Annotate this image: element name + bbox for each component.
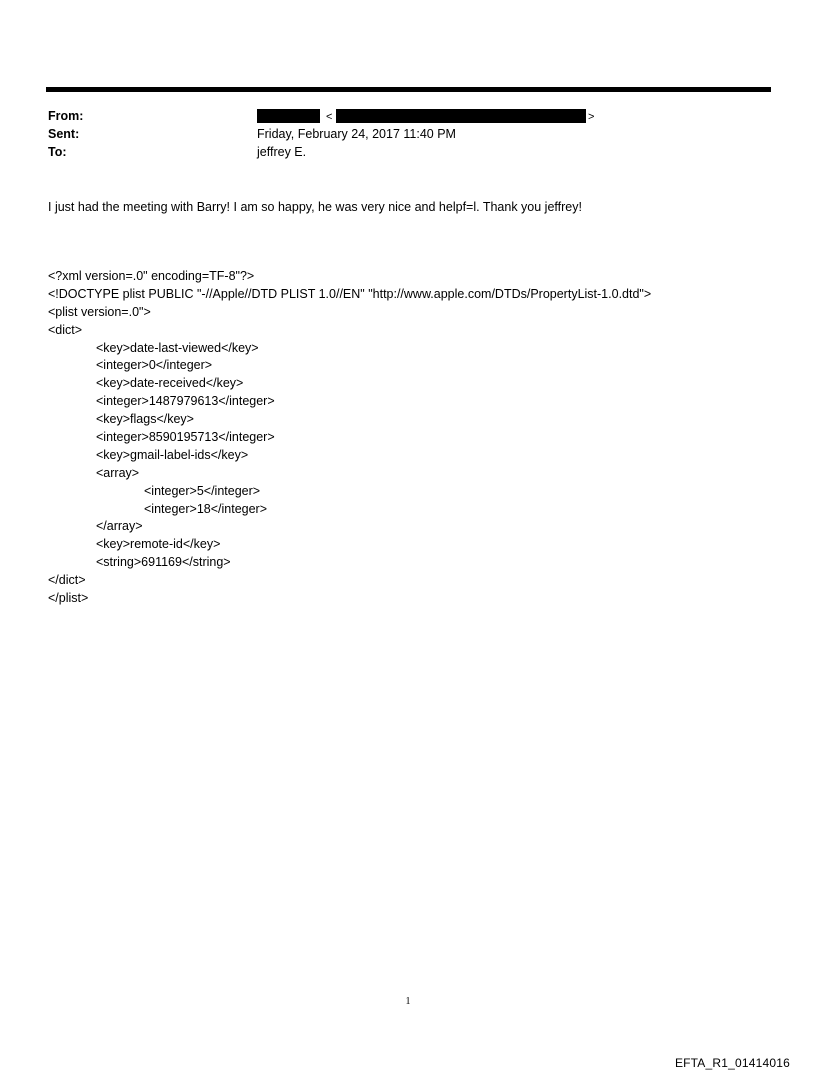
- plist-line: <key>date-last-viewed</key>: [96, 340, 259, 355]
- plist-line: <key>remote-id</key>: [96, 537, 221, 552]
- redacted-sender-email: [336, 109, 586, 123]
- plist-line: <array>: [96, 465, 140, 480]
- plist-line: <key>flags</key>: [96, 412, 194, 427]
- sent-value: Friday, February 24, 2017 11:40 PM: [257, 127, 456, 141]
- plist-block: [48, 268, 651, 608]
- plist-line: <?xml version=.0" encoding=TF-8"?>: [48, 269, 255, 283]
- header-divider: [46, 87, 771, 92]
- to-label: To:: [48, 145, 67, 159]
- message-body: I just had the meeting with Barry! I am so happy, he was very nice and helpf=l. Thank you jeffrey!: [48, 200, 582, 214]
- plist-line: <plist version=.0">: [48, 304, 151, 319]
- from-close-bracket: >: [588, 111, 595, 123]
- plist-line: <dict>: [48, 322, 83, 337]
- plist-line: <integer>1487979613</integer>: [96, 394, 275, 409]
- plist-line: <integer>18</integer>: [144, 501, 268, 516]
- plist-line: <string>691169</string>: [96, 555, 231, 570]
- from-open-bracket: <: [326, 111, 333, 123]
- from-label: From:: [48, 109, 84, 123]
- plist-line: <key>date-received</key>: [96, 376, 244, 391]
- plist-line: </plist>: [48, 591, 89, 606]
- sent-label: Sent:: [48, 127, 80, 141]
- redacted-sender-name: [257, 109, 320, 123]
- plist-line: <integer>5</integer>: [144, 483, 261, 498]
- plist-line: <integer>0</integer>: [96, 358, 213, 373]
- plist-line: <key>gmail-label-ids</key>: [96, 447, 249, 462]
- plist-line: </array>: [96, 519, 143, 534]
- page-number: 1: [405, 996, 411, 1007]
- plist-line: <integer>8590195713</integer>: [96, 430, 275, 445]
- plist-line: <!DOCTYPE plist PUBLIC "-//Apple//DTD PLIST 1.0//EN" "http://www.apple.com/DTDs/PropertyList-1.0.dtd">: [48, 286, 652, 301]
- to-value: jeffrey E.: [257, 145, 307, 159]
- plist-line: </dict>: [48, 573, 86, 588]
- bates-number: EFTA_R1_01414016: [674, 1056, 790, 1070]
